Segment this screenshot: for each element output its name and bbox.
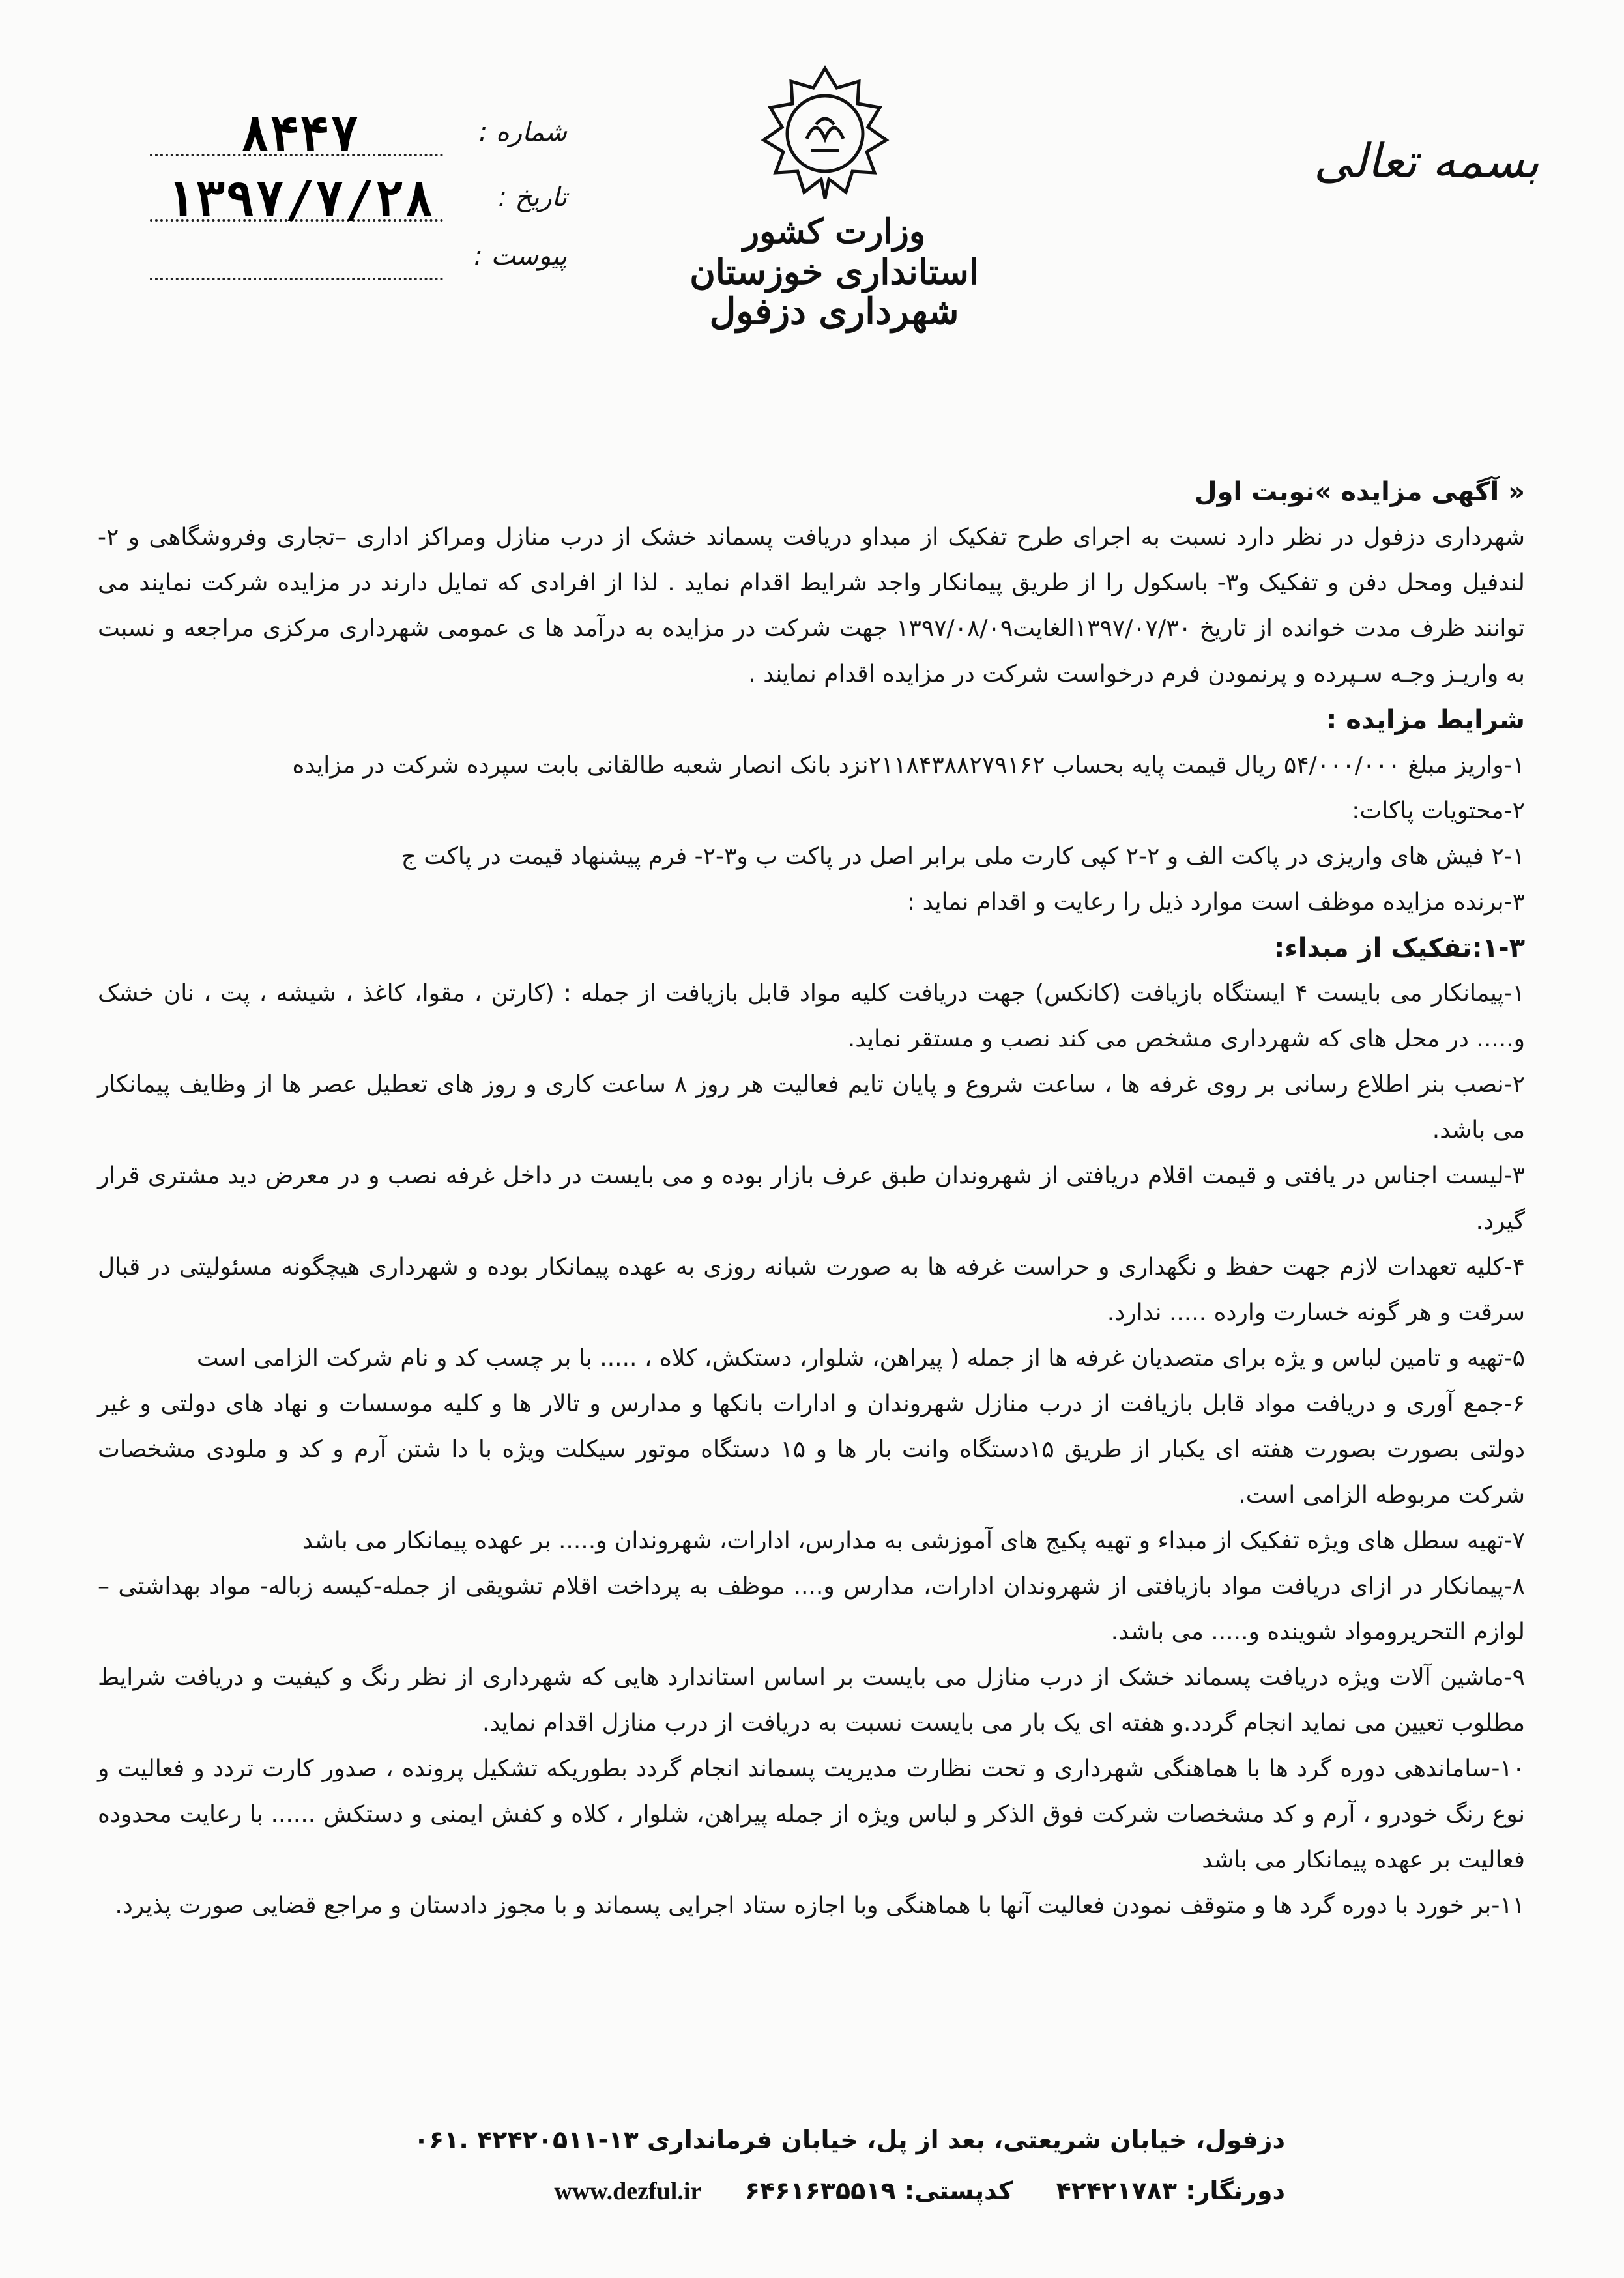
- letter-attachment-field: [150, 241, 567, 287]
- notice-body: [98, 469, 1525, 1929]
- condition-2-1: ۲-۱ فیش های واریزی در پاکت الف و ۲-۲ کپی کارت ملی برابر اصل در پاکت ب و۳-۲- فرم پیشنهاد قیمت در پاکت ج: [401, 843, 1525, 870]
- bismillah-heading: بسمه تعالی: [1313, 134, 1539, 188]
- notice-title: « آگهی مزایده »نوبت اول: [1194, 477, 1525, 507]
- list-item: ۸-پیمانکار در ازای دریافت مواد بازیافتی از شهروندان ادارات، مدارس و.... موظف به پرداخت اقلام تشویقی از جمله-کیسه زباله- مواد بهداشتی – لوازم التحریرومواد شوینده و..... می باشد.: [98, 1573, 1525, 1645]
- letter-number-field: [150, 105, 567, 163]
- postal-code-value: ۶۴۶۱۶۳۵۵۱۹: [744, 2176, 896, 2205]
- conditions-title: شرایط مزایده :: [1326, 705, 1525, 735]
- list-item: ۱۰-ساماندهی دوره گرد ها با هماهنگی شهرداری و تحت نظارت مدیریت پسماند انجام گردد بطوریکه تشکیل پرونده ، صدور کارت تردد و فعالیت و نوع رنگ خودرو ، آرم و کد مشخصات شرکت فوق الذکر و لباس ویژه از جمله پیراهن، شلوار ، کلاه و کفش ایمنی و دستکش ...... با رعایت محدوده فعالیت بر عهده پیمانکار می باشد: [98, 1755, 1525, 1873]
- letter-date-label: تاریخ :: [498, 182, 567, 212]
- section-title: ۱-۳:تفکیک از مبداء:: [1274, 933, 1525, 963]
- municipality-name: شهرداری دزفول: [709, 290, 959, 333]
- list-item: ۹-ماشین آلات ویژه دریافت پسماند خشک از درب منازل می بایست بر اساس استاندارد هایی که شهرداری از نظر رنگ و کیفیت و دریافت شرایط مطلوب تعیین می نماید انجام گردد.و هفته ای یک بار می بایست نسبت به دریافت از درب منازل اقدام نماید.: [98, 1664, 1525, 1737]
- list-item: ۴-کلیه تعهدات لازم جهت حفظ و نگهداری و حراست غرفه ها به صورت شبانه روزی به عهده پیمانکار بوده و شهرداری هیچگونه مسئولیتی در قبال سرقت و هر گونه خسارت وارده ..... ندارد.: [98, 1254, 1525, 1326]
- list-item: ۲-نصب بنر اطلاع رسانی بر روی غرفه ها ، ساعت شروع و پایان تایم فعالیت هر روز ۸ ساعت کاری و روز های تعطیل عصر ها از وظایف پیمانکار می باشد.: [98, 1071, 1525, 1144]
- list-item: ۱۱-بر خورد با دوره گرد ها و متوقف نمودن فعالیت آنها با هماهنگی وبا اجازه ستاد اجرایی پسماند و با مجوز دادستان و مراجع قضایی صورت پذیرد.: [115, 1892, 1525, 1919]
- notice-intro: شهرداری دزفول در نظر دارد نسبت به اجرای طرح تفکیک از مبداو دریافت پسماند خشک از درب منازل ومراکز اداری –تجاری وفروشگاهی و ۲-لندفیل ومحل دفن و تفکیک و۳- باسکول را از طریق پیمانکار واجد شرایط اقدام نماید . لذا از افرادی که تمایل دارند در مزایده شرکت نمایند می توانند ظرف مدت خوانده از تاریخ ۱۳۹۷/۰۷/۳۰الغایت۱۳۹۷/۰۸/۰۹ جهت شرکت در مزایده به درآمد ها ی عمومی شهرداری مرکزی مراجعه و نسبت به واریـز وجـه سـپرده و پرنمودن فرم درخواست شرکت در مزایده اقدام نمایند .: [98, 524, 1526, 687]
- footer-address: دزفول، خیابان شریعتی، بعد از پل، خیابان فرمانداری ۱۳-۴۲۴۲۰۵۱۱ .۰۶۱: [413, 2126, 1285, 2154]
- fax-label: دورنگار:: [1185, 2176, 1285, 2205]
- letter-number-value: ۸۴۴۷: [240, 105, 360, 163]
- postal-code-label: کدپستی:: [904, 2176, 1013, 2205]
- website-link[interactable]: www.dezful.ir: [554, 2178, 702, 2205]
- fax-value: ۴۲۴۲۱۷۸۳: [1056, 2176, 1178, 2205]
- condition-2: ۲-محتویات پاکات:: [1352, 798, 1525, 824]
- municipality-emblem-icon: [753, 62, 897, 205]
- list-item: ۷-تهیه سطل های ویژه تفکیک از مبداء و تهیه پکیج های آموزشی به مدارس، ادارات، شهروندان و..... بر عهده پیمانکار می باشد: [302, 1527, 1525, 1554]
- letter-date-value: ۱۳۹۷/۷/۲۸: [166, 170, 434, 228]
- condition-3: ۳-برنده مزایده موظف است موارد ذیل را رعایت و اقدام نماید :: [907, 889, 1525, 916]
- ministry-name: وزارت کشور: [743, 212, 925, 252]
- governorate-name: استانداری خوزستان: [689, 251, 979, 293]
- letter-number-label: شماره :: [478, 117, 567, 147]
- letter-date-field: [150, 170, 567, 228]
- list-item: ۱-پیمانکار می بایست ۴ ایستگاه بازیافت (کانکس) جهت دریافت کلیه مواد قابل بازیافت از جمله : (کارتن ، مقوا، کاغذ ، شیشه ، پت ، نان خشک و..... در محل های که شهرداری مشخص می کند نصب و مستقر نماید.: [98, 980, 1526, 1052]
- dotted-line: [150, 278, 443, 280]
- list-item: ۵-تهیه و تامین لباس و یژه برای متصدیان غرفه ها از جمله ( پیراهن، شلوار، دستکش، کلاه ، ..... با بر چسب کد و نام شرکت الزامی است: [196, 1345, 1525, 1372]
- footer-contact: [177, 2176, 1285, 2206]
- list-item: ۳-لیست اجناس در یافتی و قیمت اقلام دریافتی از شهروندان طبق عرف بازار بوده و می بایست در داخل غرفه نصب و در معرض دید مشتری قرار گیرد.: [98, 1162, 1525, 1235]
- condition-1: ۱-واریز مبلغ ۵۴/۰۰۰/۰۰۰ ریال قیمت پایه بحساب ۲۱۱۸۴۳۸۸۲۷۹۱۶۲نزد بانک انصار شعبه طالقانی بابت سپرده شرکت در مزایده: [292, 752, 1525, 779]
- letter-attachment-label: پیوست :: [474, 241, 567, 271]
- list-item: ۶-جمع آوری و دریافت مواد قابل بازیافت از درب منازل شهروندان و ادارات بانکها و مدارس و تالار ها و کلیه موسسات و نهاد های دولتی و غیر دولتی بصورت بصورت هفته ای یکبار از طریق ۱۵دستگاه وانت بار ها و ۱۵ دستگاه موتور سیکلت ویژه با دا شتن آرم و کد و ملودی مشخصات شرکت مربوطه الزامی است.: [98, 1391, 1526, 1508]
